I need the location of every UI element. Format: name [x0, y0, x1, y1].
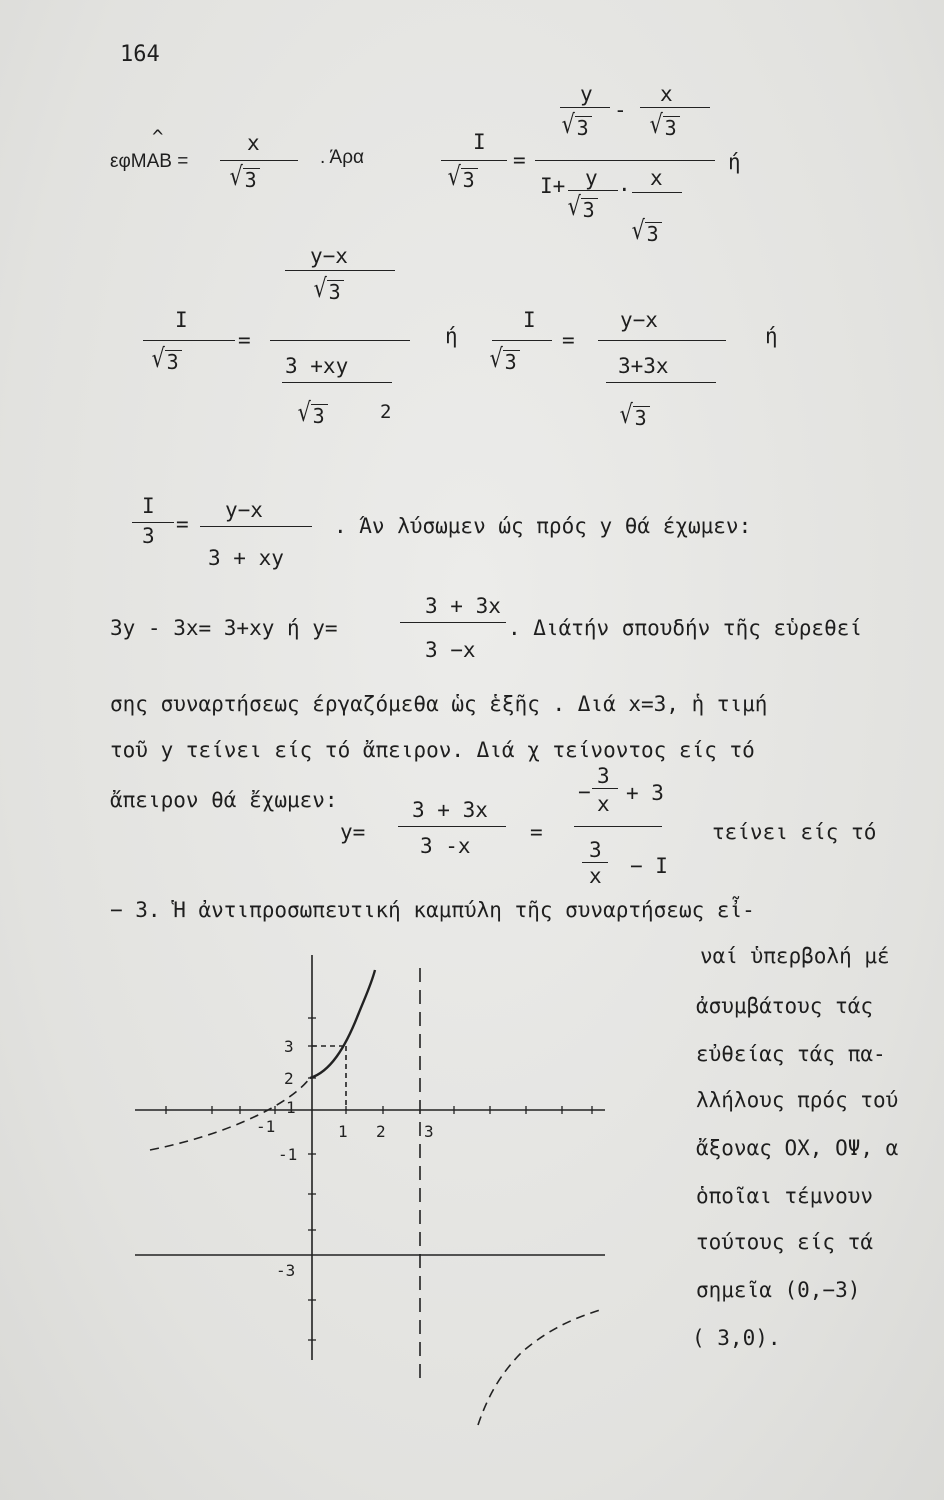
right-line-5: ἄξονας ΟΧ, ΟΨ, α [696, 1136, 899, 1160]
eq3-den: 3 [142, 524, 155, 548]
eq2-rhs-top: y−x [620, 308, 658, 332]
eq1-lhs2-den: √ 3 [446, 164, 478, 190]
eq1-lhs: εφΜΑΒ = [110, 151, 189, 172]
eq3-equals: = [176, 512, 189, 536]
right-line-1: ναί ὑπερβολή μέ [700, 944, 890, 968]
eq2-lhs-den: √ 3 [150, 346, 182, 372]
line4-frac-den: 3 −x [425, 638, 476, 662]
eq1-lhs2-num: I [473, 130, 486, 154]
label-x-1: 1 [338, 1122, 348, 1141]
label-y-2: 2 [284, 1069, 294, 1088]
line4-tail: . Διάτήν σπουδήν τῆς εὑρεθεί [508, 616, 863, 640]
eq2-equals-1: = [238, 328, 251, 352]
page-number: 164 [120, 42, 160, 67]
eq2-bot-den: √ 3 [296, 400, 328, 426]
limit-n-plus: + 3 [626, 781, 664, 805]
eq1-den: √ 3 [228, 164, 260, 190]
right-line-7: τούτους είς τά [696, 1230, 874, 1254]
hyperbola-lower-dashed [478, 1310, 600, 1425]
eq1-bot-y: y [585, 166, 598, 190]
eq1-top-x: x [660, 82, 673, 106]
limit-y-eq: y= [340, 820, 366, 844]
label-y-minus-3: -3 [276, 1261, 296, 1280]
eq2-eta-1: ή [445, 324, 458, 348]
line4-lead: 3y - 3x= 3+xy ή y= [110, 616, 338, 640]
right-line-6: ὁποῖαι τέμνουν [696, 1184, 874, 1208]
eq2-top-den: √ 3 [312, 276, 344, 302]
right-line-8: σημεῖα (0,−3) [696, 1278, 861, 1302]
eq2-top-num: y−x [310, 244, 348, 268]
right-line-9: ( 3,0). [692, 1326, 781, 1350]
eq1-equals: = [513, 148, 526, 172]
eq2-eta-2: ή [765, 324, 778, 348]
label-x-2: 2 [376, 1122, 386, 1141]
limit-d-minus: − I [630, 854, 668, 878]
limit-d-x: x [589, 864, 602, 888]
limit-n-minus: − [578, 780, 591, 804]
eq2-rhs-den: √ 3 [488, 346, 520, 372]
label-x-minus-1: -1 [256, 1117, 276, 1136]
eq1-ara: . Άρα [320, 147, 364, 168]
line4-frac-num: 3 + 3x [425, 594, 501, 618]
eq2-bot-num: 3 +xy [285, 354, 349, 378]
eq3-text: . Άν λύσωμεν ώς πρός y θά έχωμεν: [334, 514, 752, 538]
eq2-equals-2: = [562, 328, 575, 352]
eq1-bot-i: I+ [540, 174, 566, 198]
eq1-hat: ^ [152, 126, 164, 148]
right-line-3: εὐθείας τάς πα- [696, 1042, 886, 1066]
eq2-lhs-num: I [175, 308, 188, 332]
label-y-minus-1: -1 [278, 1145, 298, 1164]
label-y-1: 1 [286, 1098, 296, 1117]
para-line-2: τοῦ y τείνει είς τό ἄπειρον. Διά χ τείνοντος είς τό [110, 738, 755, 762]
limit-n-x: x [597, 792, 610, 816]
right-line-2: ἀσυμβάτους τάς [696, 994, 874, 1018]
eq1-bot-den2: √ 3 [630, 218, 662, 244]
page: 164 εφΜΑΒ = ^ x √ 3 . Άρα I √ 3 = y √ 3 - x √ 3 I+ y √ 3 · x √ 3 ή I √ 3 = y−x √ 3 3 +xy √ 3 2 ή I √ 3 = y−x 3+3x √ 3 ή I 3 = y−x 3 + xy . Άν λύσωμεν ώς πρός y θά έχωμεν: 3y - 3x= 3+xy ή y= 3 + 3x 3 −x . Διάτήν σπουδήν τῆς εὑρεθεί σης συναρτήσεως έργαζόμεθα ὡς ἑξῆς . Διά x=3, ἡ τιμή τοῦ y τείνει είς τό ἄπειρον. Διά χ τείνοντος είς τό ἄπειρον θά ἔχωμεν: y= 3 + 3x 3 -x = − 3 x + 3 3 x − I τείνει είς τό − 3. Ἡ ἀντιπροσωπευτική καμπύλη τῆς συναρτήσεως εἶ- ναί ὑπερβολή μέ ἀσυμβάτους τάς εὐθείας τάς πα- λλήλους πρός τού ἄξονας ΟΧ, ΟΨ, α ὁποῖαι τέμνουν τούτους είς τά σημεῖα (0,−3) ( 3,0). 3 2 1 -1 1 2 3 -1 -3 [0, 0, 944, 1500]
eq3-num: I [142, 494, 155, 518]
eq1-eta: ή [728, 150, 741, 174]
limit-n-3: 3 [597, 764, 610, 788]
eq1-bot-x: x [650, 166, 663, 190]
right-line-4: λλήλους πρός τού [696, 1088, 899, 1112]
eq2-rhs-num: I [523, 308, 536, 332]
label-x-3: 3 [424, 1122, 434, 1141]
limit-tail: τείνει είς τό [712, 820, 877, 844]
para-line-3: ἄπειρον θά ἔχωμεν: [110, 788, 338, 812]
eq2-rhs-bot: 3+3x [618, 354, 669, 378]
para-line-1: σης συναρτήσεως έργαζόμεθα ὡς ἑξῆς . Διά x=3, ἡ τιμή [110, 692, 768, 716]
limit-d-3: 3 [589, 838, 602, 862]
eq2-rhs-bot-den: √ 3 [618, 402, 650, 428]
label-y-3: 3 [284, 1037, 294, 1056]
eq1-top-y: y [580, 82, 593, 106]
eq1-num: x [247, 131, 260, 155]
eq3-rhs-num: y−x [225, 498, 263, 522]
eq3-rhs-den: 3 + xy [208, 546, 284, 570]
limit-frac-num: 3 + 3x [412, 798, 488, 822]
limit-equals: = [530, 820, 543, 844]
eq1-bot-den1: √ 3 [566, 194, 598, 220]
eq1-top-den1: √ 3 [560, 112, 592, 138]
hyperbola-upper-solid [310, 970, 375, 1078]
eq1-top-den2: √ 3 [648, 112, 680, 138]
limit-frac-den: 3 -x [420, 834, 471, 858]
eq2-bot-exp: 2 [380, 401, 392, 423]
item-3-lead: − 3. Ἡ ἀντιπροσωπευτική καμπύλη τῆς συναρτήσεως εἶ- [110, 898, 755, 922]
